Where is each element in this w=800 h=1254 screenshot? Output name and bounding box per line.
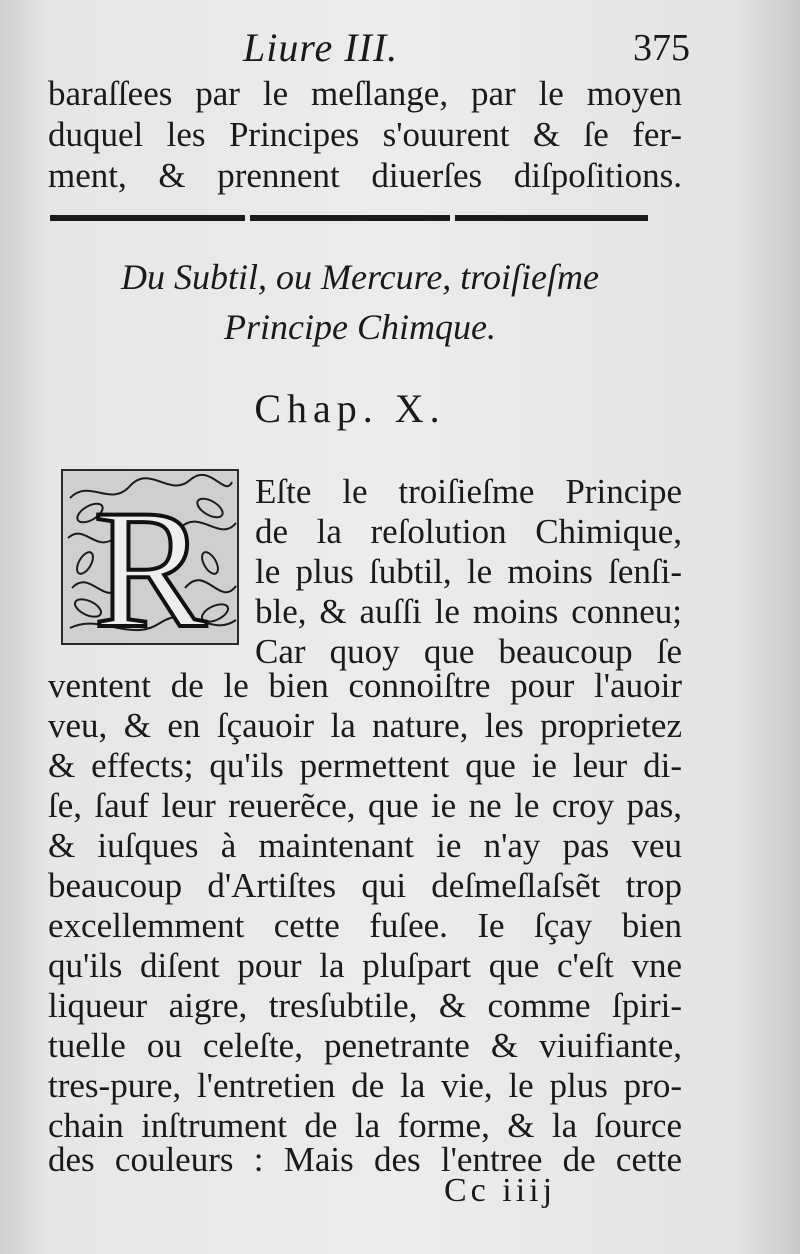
text-line: tres-pure, l'entretien de la vie, le plus pro-	[48, 1066, 682, 1105]
text-line: Car quoy que beaucoup ſe	[255, 632, 682, 671]
text-line: ſe, ſauf leur reuerẽce, que ie ne le croy pas,	[48, 786, 682, 825]
section-divider	[50, 215, 648, 225]
signature-mark: Cc iiij	[444, 1172, 557, 1209]
page-number: 375	[633, 27, 690, 69]
text-line: ble, & auſſi le moins conneu;	[255, 592, 682, 631]
chapter-number: Chap. X.	[254, 386, 446, 431]
text-line: ventent de le bien connoiſtre pour l'auoir	[48, 666, 682, 705]
text-line: qu'ils diſent pour la pluſpart que c'eſt vne	[48, 946, 682, 985]
page-header	[48, 24, 690, 74]
divider-rule	[50, 215, 245, 221]
text-line: de la reſolution Chimique,	[255, 512, 682, 551]
text-line: & effects; qu'ils permettent que ie leur di-	[48, 746, 682, 785]
text-line: baraſſees par le meſlange, par le moyen	[48, 74, 682, 113]
text-line: beaucoup d'Artiſtes qui deſmeſlaſsẽt trop	[48, 866, 682, 905]
divider-rule	[250, 215, 450, 221]
section-heading-line: Principe Chimque.	[224, 307, 496, 347]
running-head: Liure III.	[243, 25, 399, 70]
text-line: & iuſques à maintenant ie n'ay pas veu	[48, 826, 682, 865]
ornamental-initial-r-icon	[60, 468, 240, 646]
text-line: duquel les Principes s'ouurent & ſe fer-	[48, 115, 682, 154]
text-line: ment, & prennent diuerſes diſpoſitions.	[48, 156, 682, 195]
text-line: le plus ſubtil, le moins ſenſi-	[255, 552, 682, 591]
divider-rule	[455, 215, 648, 221]
text-line: excellemment cette fuſee. Ie ſçay bien	[48, 906, 682, 945]
text-line: des couleurs : Mais des l'entree de cette	[48, 1140, 682, 1179]
section-heading-line: Du Subtil, ou Mercure, troiſieſme	[121, 257, 599, 297]
text-line: liqueur aigre, tresſubtile, & comme ſpiri-	[48, 986, 682, 1025]
text-line: Eſte le troiſieſme Principe	[255, 472, 682, 511]
svg-text:R: R	[93, 475, 207, 646]
text-line: tuelle ou celeſte, penetrante & viuifiante,	[48, 1026, 682, 1065]
text-line: veu, & en ſçauoir la nature, les proprietez	[48, 706, 682, 745]
text-line: chain inſtrument de la forme, & la ſource	[48, 1106, 682, 1145]
